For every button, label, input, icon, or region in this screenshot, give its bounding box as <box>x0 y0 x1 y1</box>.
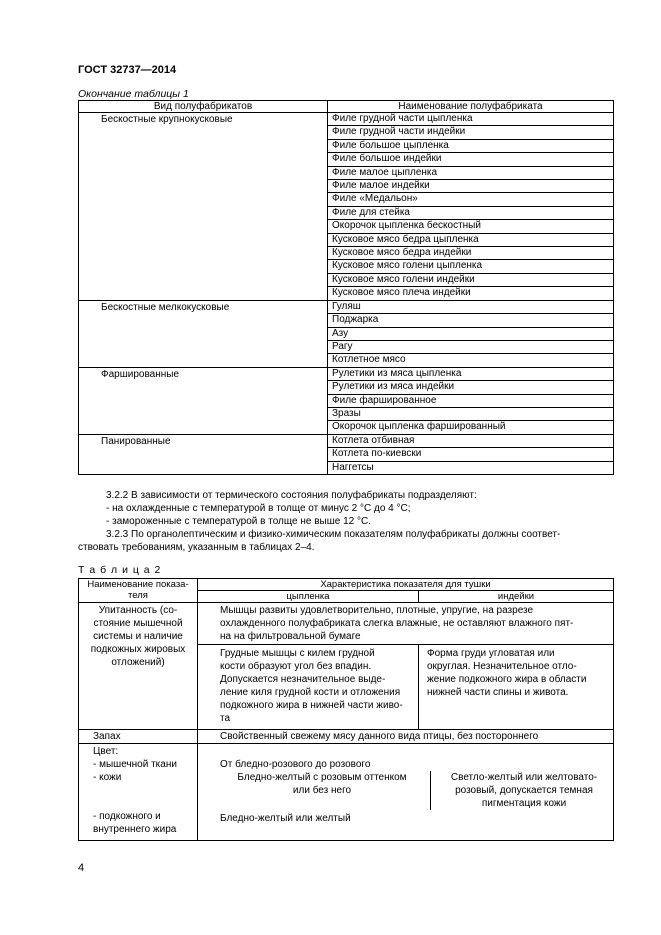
table1-item-name: Гуляш <box>328 300 614 313</box>
color-skin-label: - кожи <box>93 772 122 783</box>
table1-item-name: Азу <box>328 327 614 340</box>
row-smell-name: Запах <box>79 730 198 744</box>
table1-item-name: Кусковое мясо голени цыпленка <box>328 260 614 273</box>
para-frozen: - замороженные с температурой в толще не выше 12 °С. <box>106 516 371 527</box>
table1-item-name: Окорочок цыпленка бескостный <box>328 220 614 233</box>
table1-item-name: Рулетики из мяса цыпленка <box>328 367 614 380</box>
table1-item-name: Зразы <box>328 407 614 420</box>
para-3-2-3: 3.2.3 По органолептическим и физико-химическим показателям полуфабрикаты должны соответ- <box>106 529 561 540</box>
row-fatness-turkey: Форма груди угловатая или округлая. Незначительное отло- жение подкожного жира в области нижней части спины и живота. <box>419 645 614 730</box>
table1-item-name: Кусковое мясо бедра индейки <box>328 247 614 260</box>
table1-row <box>79 113 614 126</box>
table1-item-name: Филе большое цыпленка <box>328 139 614 152</box>
table1-item-name: Котлета отбивная <box>328 434 614 447</box>
table1-row <box>79 434 614 447</box>
row-fatness-chicken: Грудные мышцы с килем грудной кости образуют угол без впадин. Допускается незначительное выде- ление киля грудной кости и отложения подкожного жира в нижней части живо- та <box>198 645 419 730</box>
table1-item-name: Кусковое мясо плеча индейки <box>328 287 614 300</box>
table1-group-name: Бескостные мелкокусковые <box>79 300 328 367</box>
table2-caption: Т а б л и ц а 2 <box>78 564 162 576</box>
color-muscle-label: - мышечной ткани <box>93 759 177 770</box>
color-fat-label: - подкожного и внутреннего жира <box>93 811 177 835</box>
table1-item-name: Котлетное мясо <box>328 354 614 367</box>
table1-item-name: Филе «Медальон» <box>328 193 614 206</box>
table1-item-name: Филе фаршированное <box>328 394 614 407</box>
table2-header-turkey: индейки <box>419 591 614 603</box>
para-3-2-3-cont: ствовать требованиям, указанным в таблицах 2–4. <box>78 542 315 553</box>
row-color-values <box>198 744 614 841</box>
table1-header-name: Наименование полуфабриката <box>328 101 614 113</box>
table1-body <box>79 113 614 475</box>
table1-group-name: Бескостные крупнокусковые <box>79 113 328 301</box>
color-skin-chicken: Бледно-желтый с розовым оттенком или без него <box>237 772 407 796</box>
color-muscle-value: От бледно-розового до розового <box>220 759 371 770</box>
table1-item-name: Филе грудной части цыпленка <box>328 113 614 126</box>
table2-header-indicator: Наименование показа- теля <box>79 579 198 603</box>
table2-header-chicken: цыпленка <box>198 591 419 603</box>
row-fatness-name: Упитанность (со- стояние мышечной системы и наличие подкожных жировых отложений) <box>79 603 198 730</box>
table1-item-name: Котлета по-киевски <box>328 448 614 461</box>
table1-item-name: Рулетики из мяса индейки <box>328 381 614 394</box>
table1-item-name: Филе малое цыпленка <box>328 166 614 179</box>
color-label: Цвет: <box>93 746 119 757</box>
table1-caption: Окончание таблицы 1 <box>78 88 189 100</box>
table-1 <box>78 100 614 475</box>
table1-group-name: Панированные <box>79 434 328 474</box>
table1-item-name: Филе грудной части индейки <box>328 126 614 139</box>
row-color-names <box>79 744 198 841</box>
page-number: 4 <box>78 862 85 874</box>
row-smell-value: Свойственный свежему мясу данного вида птицы, без постороннего <box>198 730 614 744</box>
table2-header-characteristic: Характеристика показателя для тушки <box>198 579 614 591</box>
table1-item-name: Рагу <box>328 340 614 353</box>
table1-item-name: Наггетсы <box>328 461 614 474</box>
table1-row <box>79 367 614 380</box>
para-3-2-2: 3.2.2 В зависимости от термического состояния полуфабрикаты подразделяют: <box>106 490 477 501</box>
color-fat-value: Бледно-желтый или желтый <box>220 813 351 824</box>
table1-item-name: Филе малое индейки <box>328 180 614 193</box>
table1-item-name: Филе большое индейки <box>328 153 614 166</box>
table1-item-name: Филе для стейка <box>328 206 614 219</box>
table-2 <box>78 578 614 841</box>
para-chilled: - на охлажденные с температурой в толще от минус 2 °С до 4 °С; <box>106 503 411 514</box>
table1-item-name: Кусковое мясо голени индейки <box>328 273 614 286</box>
row-fatness-common: Мышцы развиты удовлетворительно, плотные, упругие, на разрезе охлажденного полуфабриката слегка влажные, не оставляют влажного пят- на на фильтровальной бумаге <box>198 603 614 645</box>
color-skin-turkey: Светло-желтый или желтовато- розовый, допускается темная пигментация кожи <box>430 771 609 810</box>
table1-item-name: Поджарка <box>328 314 614 327</box>
table1-header-type: Вид полуфабрикатов <box>79 101 328 113</box>
standard-header: ГОСТ 32737—2014 <box>78 64 177 76</box>
table1-item-name: Окорочок цыпленка фаршированный <box>328 421 614 434</box>
table1-row <box>79 300 614 313</box>
table1-group-name: Фаршированные <box>79 367 328 434</box>
table1-item-name: Кусковое мясо бедра цыпленка <box>328 233 614 246</box>
